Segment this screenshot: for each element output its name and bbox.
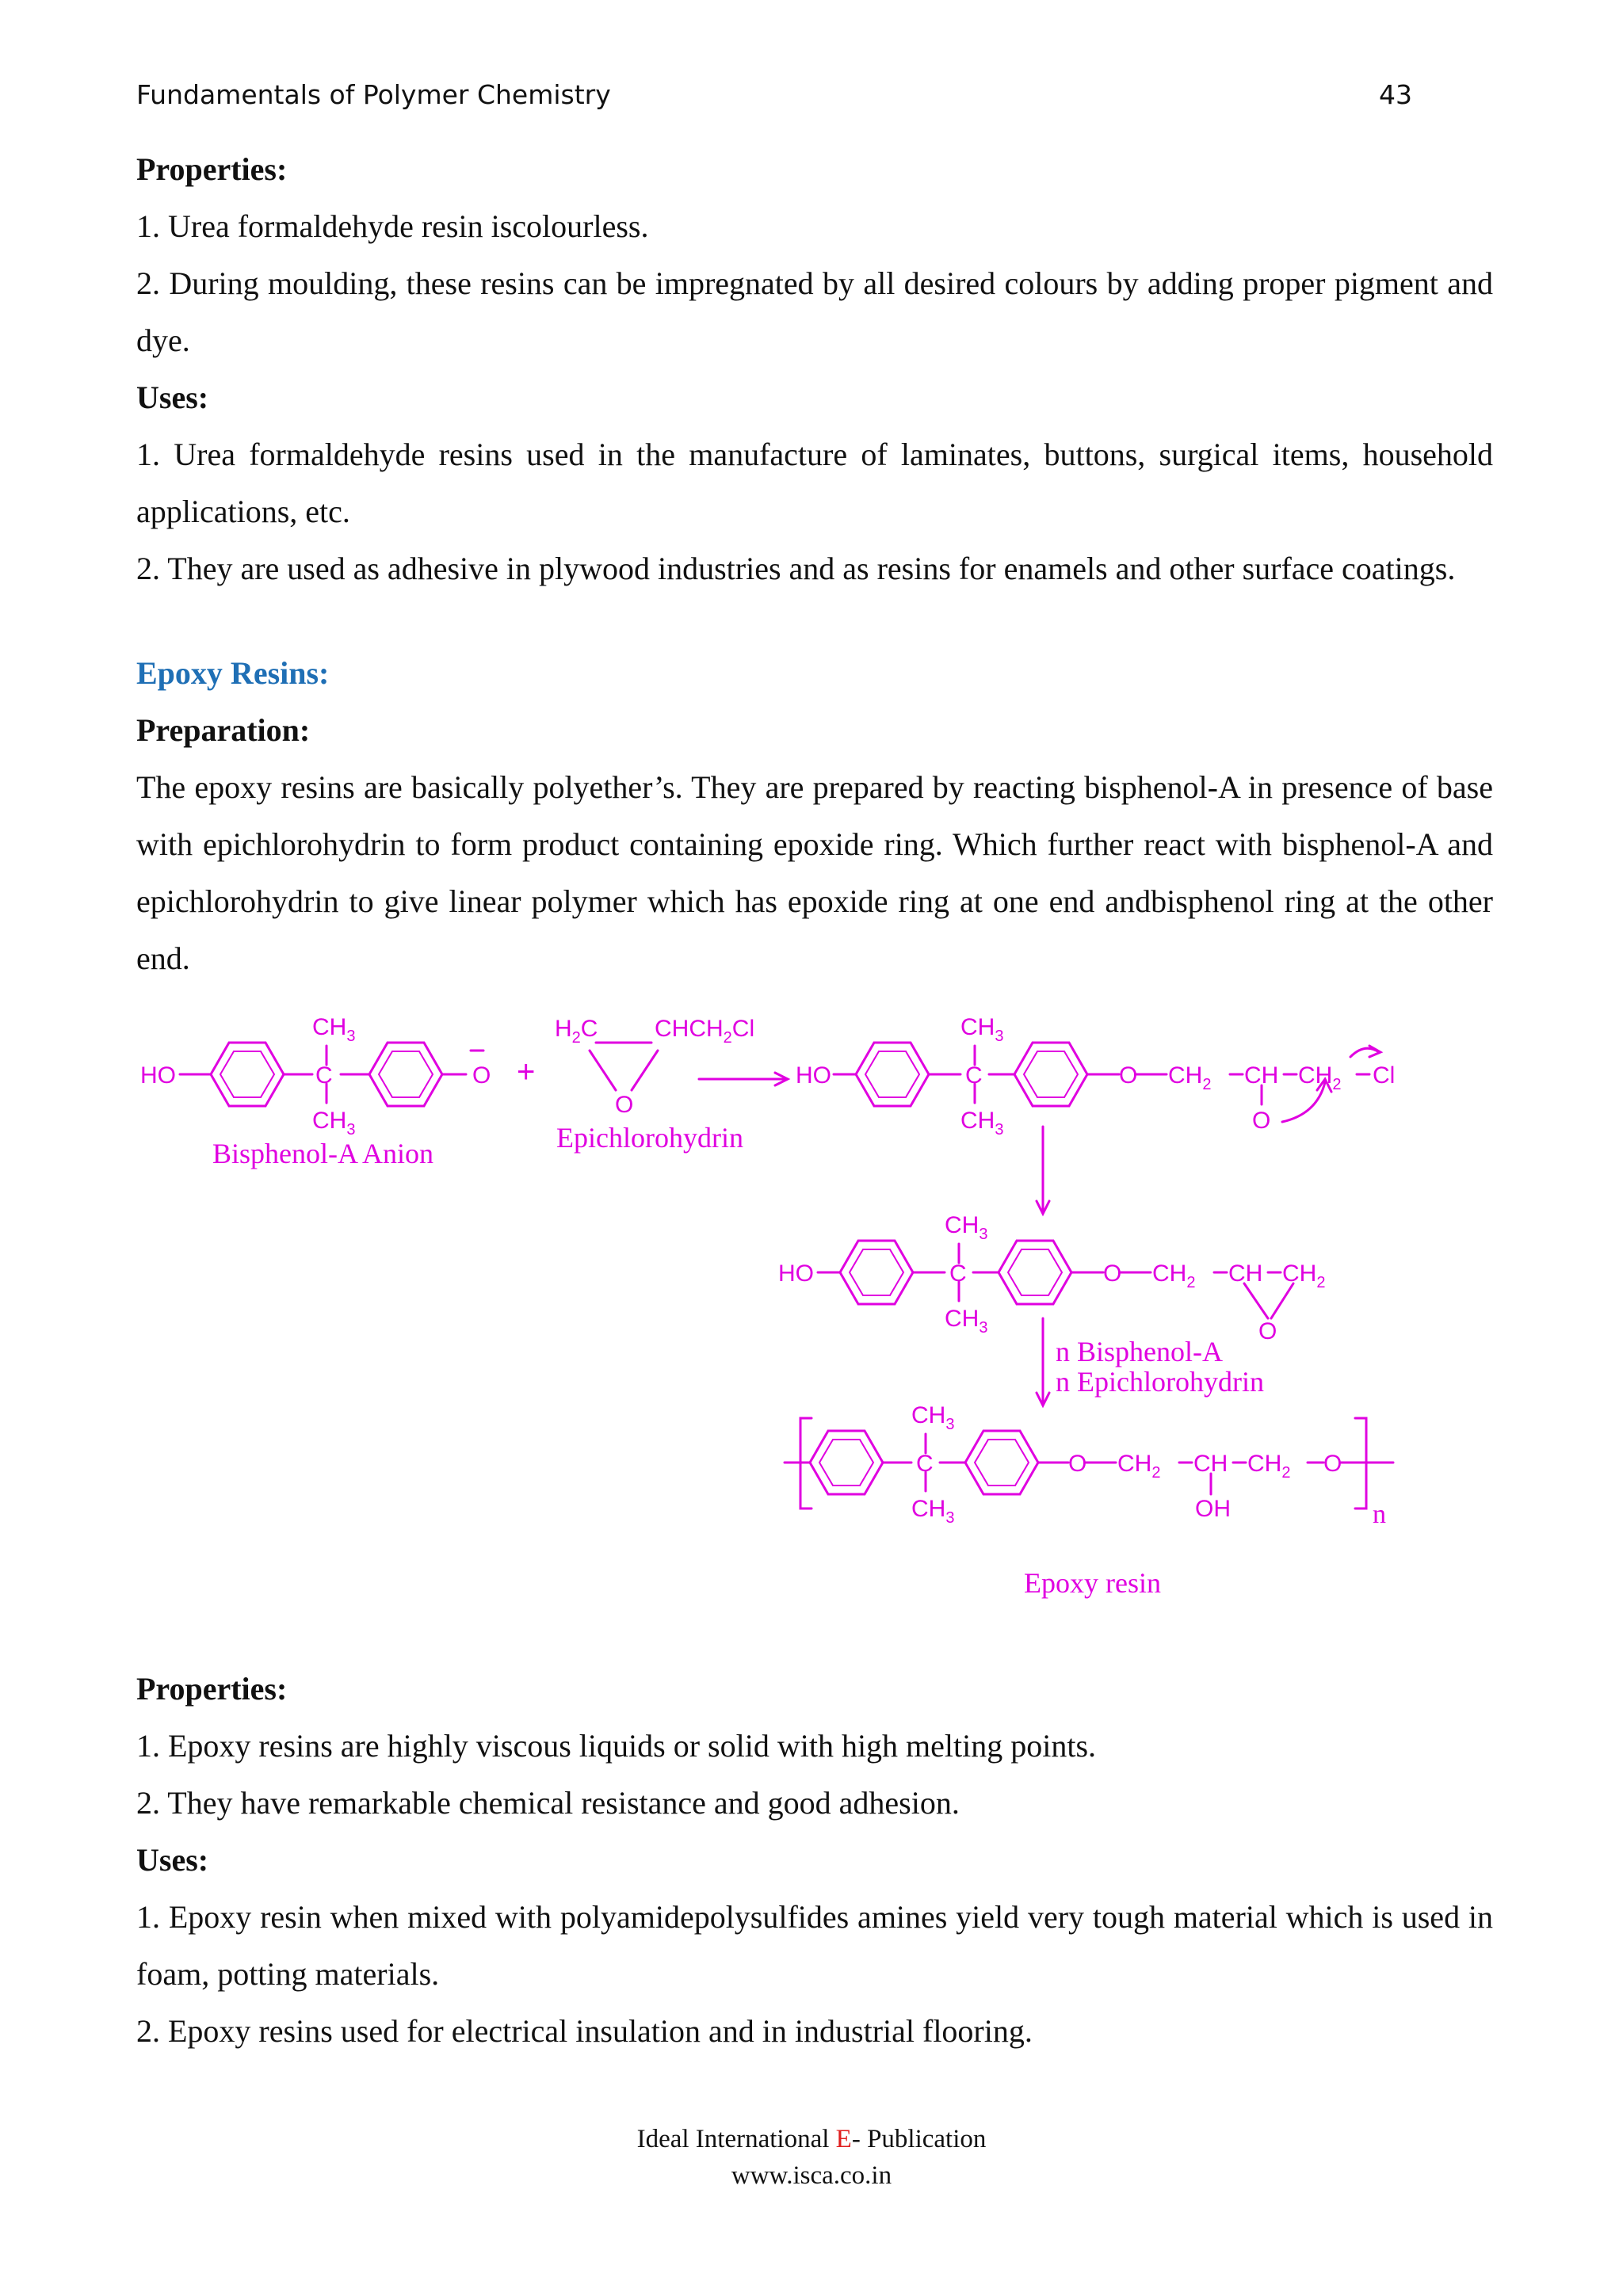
preparation-paragraph: The epoxy resins are basically polyether’s. They are prepared by reacting bisphenol-A in presence of base with epichlorohydrin to form product containing epoxide ring. Which further react with bisphenol-A and epichlorohydrin to give linear polymer which has epoxide ring at one end andbisphenol ring at the other end. xyxy=(136,769,1493,976)
label-epichlorohydrin: Epichlorohydrin xyxy=(556,1122,743,1154)
epoxy-property-item: 2. They have remarkable chemical resistance and good adhesion. xyxy=(136,1785,960,1821)
use-item: 1. Urea formaldehyde resins used in the manufacture of laminates, buttons, surgical items, household applications, etc. xyxy=(136,437,1493,529)
svg-text:CH2: $CH_2$ xyxy=(1152,1261,1196,1291)
svg-text:CH: CH xyxy=(1228,1261,1263,1287)
label-n-bisphenol-a: n Bisphenol-A xyxy=(1056,1336,1223,1367)
section-title-epoxy: Epoxy Resins: xyxy=(136,655,330,691)
uses-heading: Uses: xyxy=(136,379,209,415)
svg-text:CH: CH xyxy=(1244,1062,1279,1089)
svg-text:C: C xyxy=(315,1062,333,1089)
running-header-title: Fundamentals of Polymer Chemistry xyxy=(136,79,611,110)
use-item: 2. They are used as adhesive in plywood industries and as resins for enamels and other surface coatings. xyxy=(136,551,1456,586)
footer-website: www.isca.co.in xyxy=(731,2161,892,2190)
svg-text:OH: OH xyxy=(1195,1496,1231,1522)
property-item: 1. Urea formaldehyde resin iscolourless. xyxy=(136,208,649,244)
label-epoxy-resin: Epoxy resin xyxy=(1024,1567,1161,1599)
footer-publisher-e: E xyxy=(835,2125,852,2153)
epoxy-uses-heading: Uses: xyxy=(136,1842,209,1878)
svg-text:Cl: Cl xyxy=(1373,1062,1396,1089)
svg-text:n: n xyxy=(1373,1500,1386,1529)
svg-text:CH3: $CH_3$ xyxy=(945,1306,988,1337)
svg-text:HO: HO xyxy=(140,1062,176,1089)
svg-text:CH3: $CH_3$ xyxy=(312,1108,356,1138)
svg-text:CHCH2Cl: $CHCH_2Cl$ xyxy=(655,1016,755,1047)
svg-text:O: O xyxy=(1252,1108,1271,1134)
svg-text:CH2: $CH_2$ xyxy=(1282,1261,1326,1291)
svg-text:CH: CH xyxy=(1193,1451,1228,1477)
svg-text:O: O xyxy=(1258,1318,1277,1344)
svg-text:CH2: $CH_2$ xyxy=(1168,1062,1212,1093)
svg-text:C: C xyxy=(949,1261,967,1287)
properties-heading: Properties: xyxy=(136,151,288,187)
label-n-epichlorohydrin: n Epichlorohydrin xyxy=(1056,1366,1264,1398)
svg-text:CH3: $CH_3$ xyxy=(911,1402,955,1433)
svg-text:CH2: $CH_2$ xyxy=(1247,1451,1291,1482)
svg-text:CH3: $CH_3$ xyxy=(945,1212,988,1243)
svg-text:CH3: $CH_3$ xyxy=(312,1014,356,1045)
svg-text:O: O xyxy=(1068,1451,1087,1477)
page-body xyxy=(136,141,1493,2060)
epoxy-reaction-scheme xyxy=(136,987,1493,1629)
property-item: 2. During moulding, these resins can be impregnated by all desired colours by adding proper pigment and dye. xyxy=(136,265,1493,358)
svg-text:C: C xyxy=(965,1062,983,1089)
svg-text:O: O xyxy=(615,1092,634,1118)
plus-sign: + xyxy=(517,1055,536,1089)
epoxy-property-item: 1. Epoxy resins are highly viscous liquids or solid with high melting points. xyxy=(136,1728,1097,1764)
svg-text:C: C xyxy=(916,1451,934,1477)
epoxy-use-item: 1. Epoxy resin when mixed with polyamidepolysulfides amines yield very tough material which is used in foam, potting materials. xyxy=(136,1899,1493,1992)
svg-text:CH3: $CH_3$ xyxy=(960,1014,1004,1045)
svg-text:HO: HO xyxy=(778,1261,814,1287)
epoxy-use-item: 2. Epoxy resins used for electrical insulation and in industrial flooring. xyxy=(136,2013,1033,2049)
svg-text:CH3: $CH_3$ xyxy=(911,1496,955,1527)
footer-publisher xyxy=(0,2125,1623,2154)
svg-text:O: O xyxy=(1103,1261,1122,1287)
svg-text:HO: HO xyxy=(796,1062,831,1089)
footer-publisher-b: - Publication xyxy=(851,2125,987,2153)
svg-text:CH3: $CH_3$ xyxy=(960,1108,1004,1138)
label-bisphenol-a-anion: Bisphenol-A Anion xyxy=(212,1138,434,1169)
svg-text:O: O xyxy=(1119,1062,1138,1089)
svg-text:O: O xyxy=(1323,1451,1342,1477)
svg-text:CH2: $CH_2$ xyxy=(1117,1451,1161,1482)
preparation-heading: Preparation: xyxy=(136,712,311,748)
epoxy-properties-heading: Properties: xyxy=(136,1671,288,1707)
svg-text:O: O xyxy=(472,1062,491,1089)
svg-text:CH2: $CH_2$ xyxy=(1298,1062,1342,1093)
page-number: 43 xyxy=(1379,79,1412,110)
footer-publisher-a: Ideal International xyxy=(636,2125,836,2153)
svg-text:H2C: $H_2C$ xyxy=(555,1016,598,1047)
